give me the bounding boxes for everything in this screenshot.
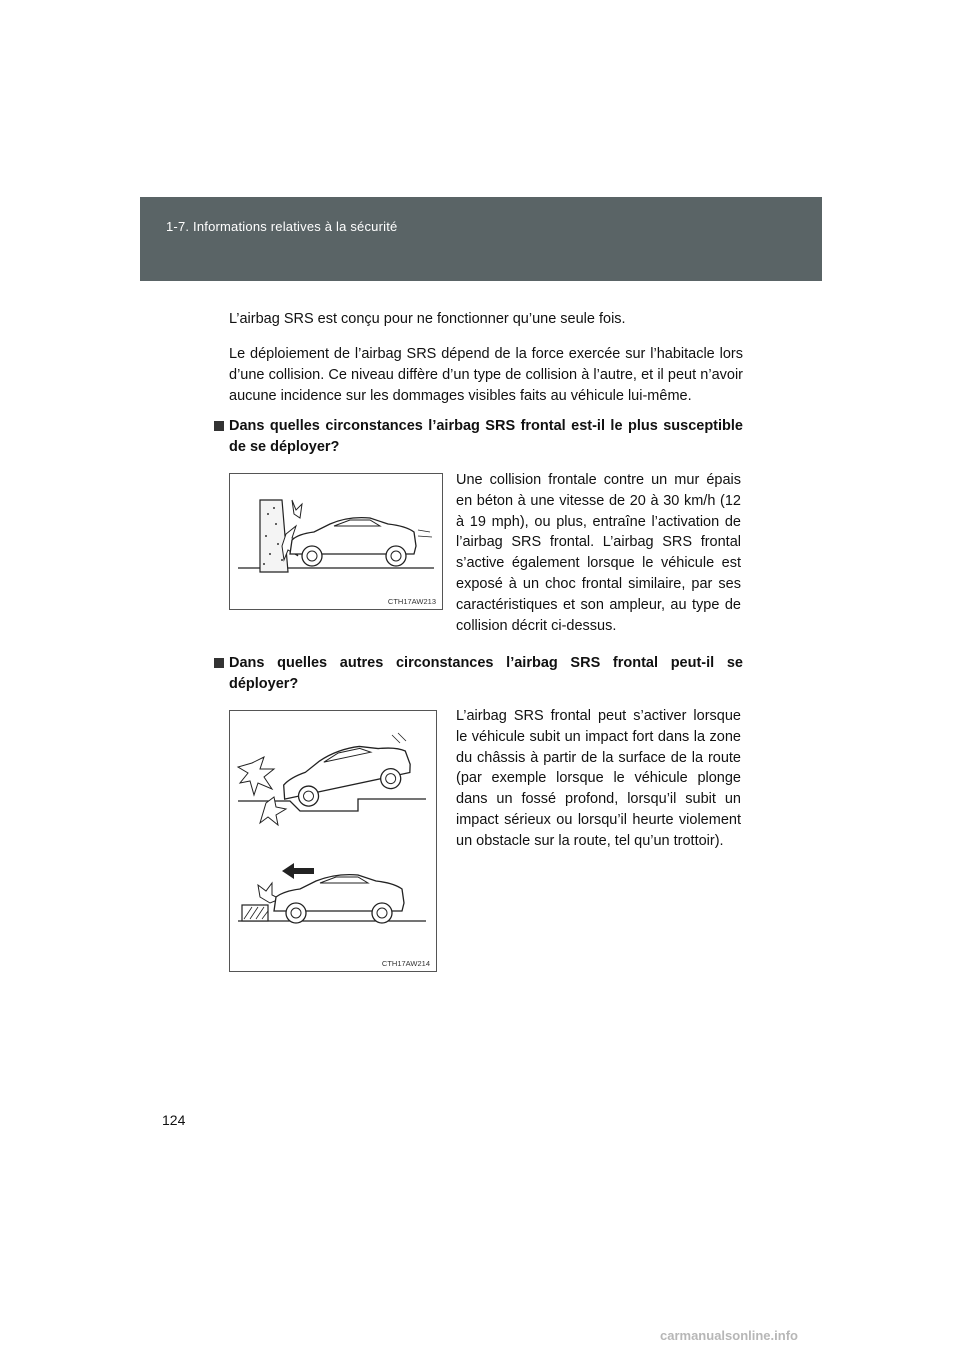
square-bullet-icon	[214, 421, 224, 431]
figure-code: CTH17AW213	[387, 597, 436, 606]
section-text-other: L’airbag SRS frontal peut s’activer lorsque le véhicule subit un impact fort dans la zone du châssis à partir de la surface de la route (par exemple lorsque le véhicule plonge dans un fossé profond, lorsqu’il subit un impact sérieux ou lorsqu’il heurte violement un obstacle sur la route, tel qu’un trottoir).	[456, 708, 741, 849]
wall-collision-illustration	[230, 474, 442, 609]
section-heading-other	[214, 653, 743, 695]
heading-text: Dans quelles autres circonstances l’airbag SRS frontal peut-il se déployer?	[229, 655, 743, 692]
paragraph-deployment-force: Le déploiement de l’airbag SRS dépend de la force exercée sur l’habitacle lors d’une collision. Ce niveau diffère d’un type de collision à l’autre, et il peut n’avoir aucune incidence sur les dommages visibles faits au véhicule lui-même.	[229, 346, 743, 404]
underbody-impact-illustration	[230, 711, 436, 971]
page-number: 124	[162, 1112, 186, 1128]
watermark[interactable]: carmanualsonline.info	[660, 1328, 798, 1343]
section-text-frontal: Une collision frontale contre un mur épais en béton à une vitesse de 20 à 30 km/h (12 à 19 mph), ou plus, entraîne l’activation de l’airbag SRS frontal. L’airbag SRS frontal s’active également lorsque le véhicule est exposé à un choc frontal similaire, par ses caractéristiques et son ampleur, au type de collision décrit ci-dessus.	[456, 472, 741, 634]
figure-wall-collision	[229, 473, 443, 610]
figure-underbody-impacts	[229, 710, 437, 972]
header-band	[140, 197, 822, 281]
heading-text: Dans quelles circonstances l’airbag SRS frontal est-il le plus susceptible de se déployer?	[229, 418, 743, 455]
square-bullet-icon	[214, 658, 224, 668]
section-title: 1-7. Informations relatives à la sécurité	[166, 219, 398, 234]
section-heading-frontal	[214, 416, 743, 458]
paragraph-single-use: L’airbag SRS est conçu pour ne fonctionner qu’une seule fois.	[229, 311, 626, 327]
figure-code: CTH17AW214	[381, 959, 430, 968]
